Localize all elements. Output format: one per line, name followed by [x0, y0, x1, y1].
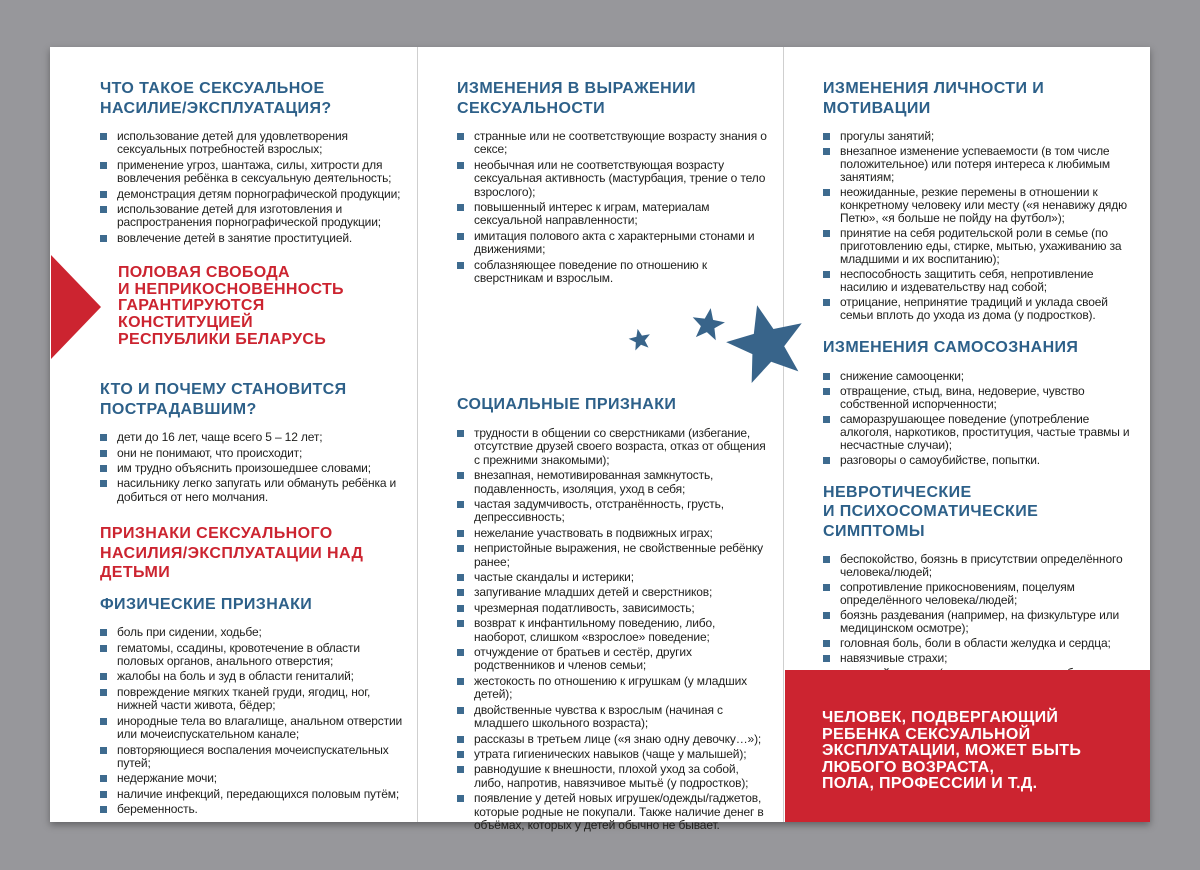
list-item	[100, 203, 407, 230]
bullet-square-icon	[100, 806, 107, 813]
heading-line: ИЗМЕНЕНИЯ ЛИЧНОСТИ И МОТИВАЦИИ	[823, 80, 1045, 117]
bullet-square-icon	[100, 450, 107, 457]
list-item	[457, 201, 771, 228]
callout-line: ГАРАНТИРУЮТСЯ	[118, 297, 265, 315]
list-item	[457, 675, 771, 702]
heading-line: ПРИЗНАКИ СЕКСУАЛЬНОГО	[100, 525, 333, 543]
list-item	[100, 477, 407, 504]
bullet-square-icon	[823, 133, 830, 140]
bullet-square-icon	[457, 751, 464, 758]
list-item	[100, 431, 407, 444]
heading-line: ЧТО ТАКОЕ СЕКСУАЛЬНОЕ	[100, 80, 325, 97]
banner-line: ЭКСПЛУАТАЦИИ, МОЖЕТ БЫТЬ	[822, 742, 1082, 760]
list-item	[823, 652, 1136, 665]
list-item-text: снижение самооценки;	[840, 368, 964, 383]
list-item	[100, 188, 407, 201]
bullet-square-icon	[823, 148, 830, 155]
bullet-square-icon	[100, 689, 107, 696]
bullet-square-icon	[100, 629, 107, 636]
list-item-text: внезапное изменение успеваемости (в том числе положительное) или потеря интереса к любимым занятиям;	[840, 144, 1110, 184]
bullet-square-icon	[823, 457, 830, 464]
section-heading	[457, 79, 771, 118]
list-item	[823, 268, 1136, 294]
list-item	[457, 427, 771, 467]
bullet-square-icon	[457, 620, 464, 627]
bullet-square-icon	[457, 501, 464, 508]
list-item-text: саморазрушающее поведение (употребление алкоголя, наркотиков, проституция, частые травмы и несчастные случаи);	[840, 411, 1130, 452]
list-item-text: дети до 16 лет, чаще всего 5 – 12 лет;	[117, 430, 323, 445]
list-item-text: принятие на себя родительской роли в семье (по приготовлению еды, стирке, мытью, ухаживанию за младшими и их воспитанию);	[840, 226, 1122, 266]
callout-line: КОНСТИТУЦИЕЙ	[118, 314, 253, 332]
bullet-square-icon	[457, 133, 464, 140]
bullet-square-icon	[457, 707, 464, 714]
list-item	[823, 637, 1136, 650]
bullet-list	[823, 130, 1136, 322]
list-item	[457, 617, 771, 644]
list-item	[823, 553, 1136, 579]
list-item-text: использование детей для удовлетворения сексуальных потребностей взрослых;	[117, 129, 348, 157]
list-item-text: запугивание младших детей и сверстников;	[474, 585, 713, 600]
bullet-square-icon	[457, 766, 464, 773]
bullet-square-icon	[100, 673, 107, 680]
list-item-text: инородные тела во влагалище, анальном отверстии или мочеиспускательном канале;	[117, 713, 403, 742]
bullet-square-icon	[100, 791, 107, 798]
list-item-text: отвращение, стыд, вина, недоверие, чувство собственной испорченности;	[840, 383, 1085, 411]
star-icon-small	[626, 326, 654, 354]
section-heading	[823, 483, 1136, 542]
list-item-text: им трудно объяснить произошедшее словами;	[117, 461, 371, 476]
section-heading	[100, 380, 407, 419]
list-item-text: использование детей для изготовления и распространения порнографической продукции;	[117, 202, 381, 230]
list-item	[100, 803, 407, 816]
bullet-square-icon	[100, 645, 107, 652]
list-item-text: равнодушие к внешности, плохой уход за собой, либо, напротив, навязчивое мытьё (у подростков);	[474, 762, 749, 790]
list-item-text: необычная или не соответствующая возрасту сексуальная активность (мастурбация, трение о тело взрослого);	[474, 157, 766, 199]
list-item-text: боль при сидении, ходьбе;	[117, 625, 262, 640]
red-banner	[785, 670, 1150, 822]
list-item-text: повреждение мягких тканей груди, ягодиц, ног, нижней части живота, бёдер;	[117, 684, 371, 713]
callout-line: РЕСПУБЛИКИ БЕЛАРУСЬ	[118, 330, 327, 348]
bullet-square-icon	[823, 584, 830, 591]
bullet-square-icon	[100, 206, 107, 213]
bullet-square-icon	[823, 271, 830, 278]
list-item	[457, 159, 771, 199]
bullet-square-icon	[457, 678, 464, 685]
bullet-square-icon	[823, 640, 830, 647]
heading-line: И ПСИХОСОМАТИЧЕСКИЕ СИМПТОМЫ	[823, 503, 1039, 540]
list-item	[823, 609, 1136, 635]
list-item-text: имитация полового акта с характерными стонами и движениями;	[474, 228, 755, 257]
section-heading	[457, 395, 771, 415]
list-item-text: гематомы, ссадины, кровотечение в области половых органов, анального отверстия;	[117, 640, 360, 669]
heading-line: СОЦИАЛЬНЫЕ ПРИЗНАКИ	[457, 396, 677, 414]
list-item	[457, 259, 771, 286]
bullet-square-icon	[823, 416, 830, 423]
list-item-text: сопротивление прикосновениям, поцелуям определённого человека/людей;	[840, 580, 1075, 607]
bullet-square-icon	[457, 649, 464, 656]
callout-line: ПОЛОВАЯ СВОБОДА	[118, 264, 290, 282]
callout-line: И НЕПРИКОСНОВЕННОСТЬ	[118, 280, 344, 298]
list-item-text: применение угроз, шантажа, силы, хитрости для вовлечения ребёнка в сексуальную деятельность;	[117, 157, 392, 186]
section-heading	[100, 595, 407, 615]
list-item	[457, 130, 771, 157]
bullet-list	[457, 130, 771, 285]
heading-line: ИЗМЕНЕНИЯ САМОСОЗНАНИЯ	[823, 339, 1079, 356]
bullet-square-icon	[100, 191, 107, 198]
list-item	[100, 159, 407, 186]
list-item	[100, 686, 407, 713]
list-item	[100, 232, 407, 245]
list-item-text: вовлечение детей в занятие проституцией.	[117, 230, 353, 245]
bullet-list	[100, 626, 407, 816]
list-item-text: двойственные чувства к взрослым (начиная с младшего школьного возраста);	[474, 702, 723, 731]
list-item-text: частая задумчивость, отстранённость, грусть, депрессивность;	[474, 497, 724, 525]
list-item	[823, 413, 1136, 452]
bullet-list	[100, 431, 407, 504]
banner-line: ПОЛА, ПРОФЕССИИ И Т.Д.	[822, 775, 1038, 793]
list-item	[457, 763, 771, 790]
bullet-square-icon	[457, 589, 464, 596]
bullet-square-icon	[100, 718, 107, 725]
list-item-text: трудности в общении со сверстниками (избегание, отсутствие друзей своего возраста, отказ от общения с прежними знакомыми);	[474, 425, 766, 467]
bullet-square-icon	[457, 605, 464, 612]
constitution-callout	[100, 265, 407, 348]
column-1	[50, 47, 417, 822]
list-item	[823, 130, 1136, 143]
bullet-square-icon	[457, 204, 464, 211]
list-item-text: чрезмерная податливость, зависимость;	[474, 600, 695, 615]
list-item	[100, 462, 407, 475]
stars-decoration	[457, 305, 771, 381]
list-item-text: насильнику легко запугать или обмануть ребёнка и добиться от него молчания.	[117, 476, 397, 504]
list-item-text: прогулы занятий;	[840, 129, 935, 143]
list-item-text: неожиданные, резкие перемены в отношении к конкретному человеку или месту («я ненавижу дядю Петю», «я больше не пойду на футбол»);	[840, 185, 1127, 225]
bullet-square-icon	[823, 299, 830, 306]
list-item-text: демонстрация детям порнографической продукции;	[117, 186, 401, 201]
heading-line: ИЗМЕНЕНИЯ В ВЫРАЖЕНИИ	[457, 80, 696, 97]
list-item	[457, 542, 771, 569]
bullet-square-icon	[457, 545, 464, 552]
list-item	[457, 586, 771, 599]
list-item	[457, 469, 771, 496]
list-item	[823, 370, 1136, 383]
bullet-square-icon	[457, 795, 464, 802]
section-heading	[823, 338, 1136, 358]
list-item	[823, 296, 1136, 322]
list-item	[457, 646, 771, 673]
list-item-text: беременность.	[117, 802, 198, 817]
heading-line: ФИЗИЧЕСКИЕ ПРИЗНАКИ	[100, 595, 313, 613]
list-item	[823, 581, 1136, 607]
list-item	[100, 744, 407, 771]
list-item-text: нежелание участвовать в подвижных играх;	[474, 525, 713, 540]
heading-line: НЕВРОТИЧЕСКИЕ	[823, 483, 972, 501]
section-heading	[100, 524, 407, 583]
bullet-square-icon	[823, 388, 830, 395]
bullet-square-icon	[457, 530, 464, 537]
list-item	[100, 772, 407, 785]
list-item	[100, 670, 407, 683]
bullet-square-icon	[457, 574, 464, 581]
list-item	[457, 748, 771, 761]
list-item	[823, 385, 1136, 411]
list-item-text: неспособность защитить себя, непротивление насилию и издевательству над собой;	[840, 267, 1094, 294]
list-item-text: странные или не соответствующие возрасту знания о сексе;	[474, 129, 767, 157]
bullet-list	[457, 427, 771, 832]
heading-line: НАСИЛИЯ/ЭКСПЛУАТАЦИИ НАД ДЕТЬМИ	[100, 544, 364, 582]
list-item	[457, 733, 771, 746]
list-item-text: недержание мочи;	[117, 771, 217, 786]
list-item-text: отчуждение от братьев и сестёр, других родственников и членов семьи;	[474, 645, 692, 673]
bullet-square-icon	[823, 612, 830, 619]
section-heading	[823, 79, 1136, 118]
red-arrow-icon	[51, 255, 101, 359]
heading-line: КТО И ПОЧЕМУ СТАНОВИТСЯ	[100, 381, 347, 399]
list-item-text: утрата гигиенических навыков (чаще у малышей);	[474, 746, 747, 761]
list-item	[457, 527, 771, 540]
bullet-list	[100, 130, 407, 245]
list-item-text: отрицание, непринятие традиций и уклада своей семьи вплоть до ухода из дома (у подростков).	[840, 295, 1108, 322]
list-item	[100, 130, 407, 157]
list-item	[457, 704, 771, 731]
bullet-square-icon	[823, 230, 830, 237]
bullet-square-icon	[823, 373, 830, 380]
list-item	[823, 454, 1136, 467]
bullet-square-icon	[100, 434, 107, 441]
banner-line: РЕБЕНКА СЕКСУАЛЬНОЙ	[822, 725, 1031, 743]
list-item-text: повышенный интерес к играм, материалам сексуальной направленности;	[474, 200, 710, 228]
list-item-text: внезапная, немотивированная замкнутость, подавленность, изоляция, уход в себя;	[474, 468, 714, 496]
list-item	[457, 230, 771, 257]
bullet-square-icon	[457, 162, 464, 169]
bullet-square-icon	[457, 472, 464, 479]
bullet-square-icon	[823, 556, 830, 563]
list-item	[100, 642, 407, 669]
bullet-square-icon	[457, 233, 464, 240]
list-item-text: рассказы в третьем лице («я знаю одну девочку…»);	[474, 731, 762, 746]
bullet-square-icon	[823, 655, 830, 662]
list-item	[823, 186, 1136, 225]
list-item-text: беспокойство, боязнь в присутствии определённого человека/людей;	[840, 552, 1123, 579]
list-item	[457, 602, 771, 615]
list-item-text: жалобы на боль и зуд в области гениталий;	[117, 669, 354, 684]
list-item-text: соблазняющее поведение по отношению к сверстникам и взрослым.	[474, 257, 707, 286]
heading-line: ПОСТРАДАВШИМ?	[100, 400, 257, 418]
list-item-text: боязнь раздевания (например, на физкультуре или медицинском осмотре);	[840, 608, 1120, 635]
list-item	[100, 447, 407, 460]
list-item-text: возврат к инфантильному поведению, либо, наоборот, слишком «взрослое» поведение;	[474, 616, 716, 644]
column-2	[417, 47, 783, 832]
bullet-square-icon	[100, 162, 107, 169]
bullet-square-icon	[100, 235, 107, 242]
bullet-square-icon	[457, 262, 464, 269]
banner-line: ЛЮБОГО ВОЗРАСТА,	[822, 758, 995, 776]
list-item	[100, 788, 407, 801]
bullet-list	[823, 370, 1136, 467]
list-item	[100, 626, 407, 639]
list-item	[100, 715, 407, 742]
list-item-text: головная боль, боли в области желудка и сердца;	[840, 636, 1111, 650]
brochure-page	[50, 47, 1150, 832]
bullet-square-icon	[100, 775, 107, 782]
bullet-square-icon	[100, 480, 107, 487]
bullet-square-icon	[100, 133, 107, 140]
list-item-text: повторяющиеся воспаления мочеиспускательных путей;	[117, 742, 389, 770]
list-item-text: жестокость по отношению к игрушкам (у младших детей);	[474, 673, 747, 702]
banner-line: ЧЕЛОВЕК, ПОДВЕРГАЮЩИЙ	[822, 709, 1059, 726]
bullet-square-icon	[100, 747, 107, 754]
bullet-square-icon	[100, 465, 107, 472]
list-item	[457, 571, 771, 584]
heading-line: СЕКСУАЛЬНОСТИ	[457, 99, 605, 117]
list-item	[823, 145, 1136, 184]
list-item-text: навязчивые страхи;	[840, 651, 948, 665]
list-item-text: появление у детей новых игрушек/одежды/гаджетов, которые родные не покупали. Также наличие денег в объёмах, которых у детей обычно не бывает.	[474, 791, 764, 832]
list-item-text: частые скандалы и истерики;	[474, 570, 634, 585]
list-item	[823, 227, 1136, 266]
bullet-square-icon	[823, 189, 830, 196]
bullet-square-icon	[457, 430, 464, 437]
list-item-text: непристойные выражения, не свойственные ребёнку ранее;	[474, 541, 763, 569]
section-heading	[100, 79, 407, 118]
list-item-text: разговоры о самоубийстве, попытки.	[840, 452, 1040, 467]
list-item	[457, 498, 771, 525]
list-item-text: наличие инфекций, передающихся половым путём;	[117, 786, 400, 801]
heading-line: НАСИЛИЕ/ЭКСПЛУАТАЦИЯ?	[100, 99, 332, 117]
list-item	[457, 792, 771, 832]
bullet-square-icon	[457, 736, 464, 743]
list-item-text: они не понимают, что происходит;	[117, 445, 303, 460]
